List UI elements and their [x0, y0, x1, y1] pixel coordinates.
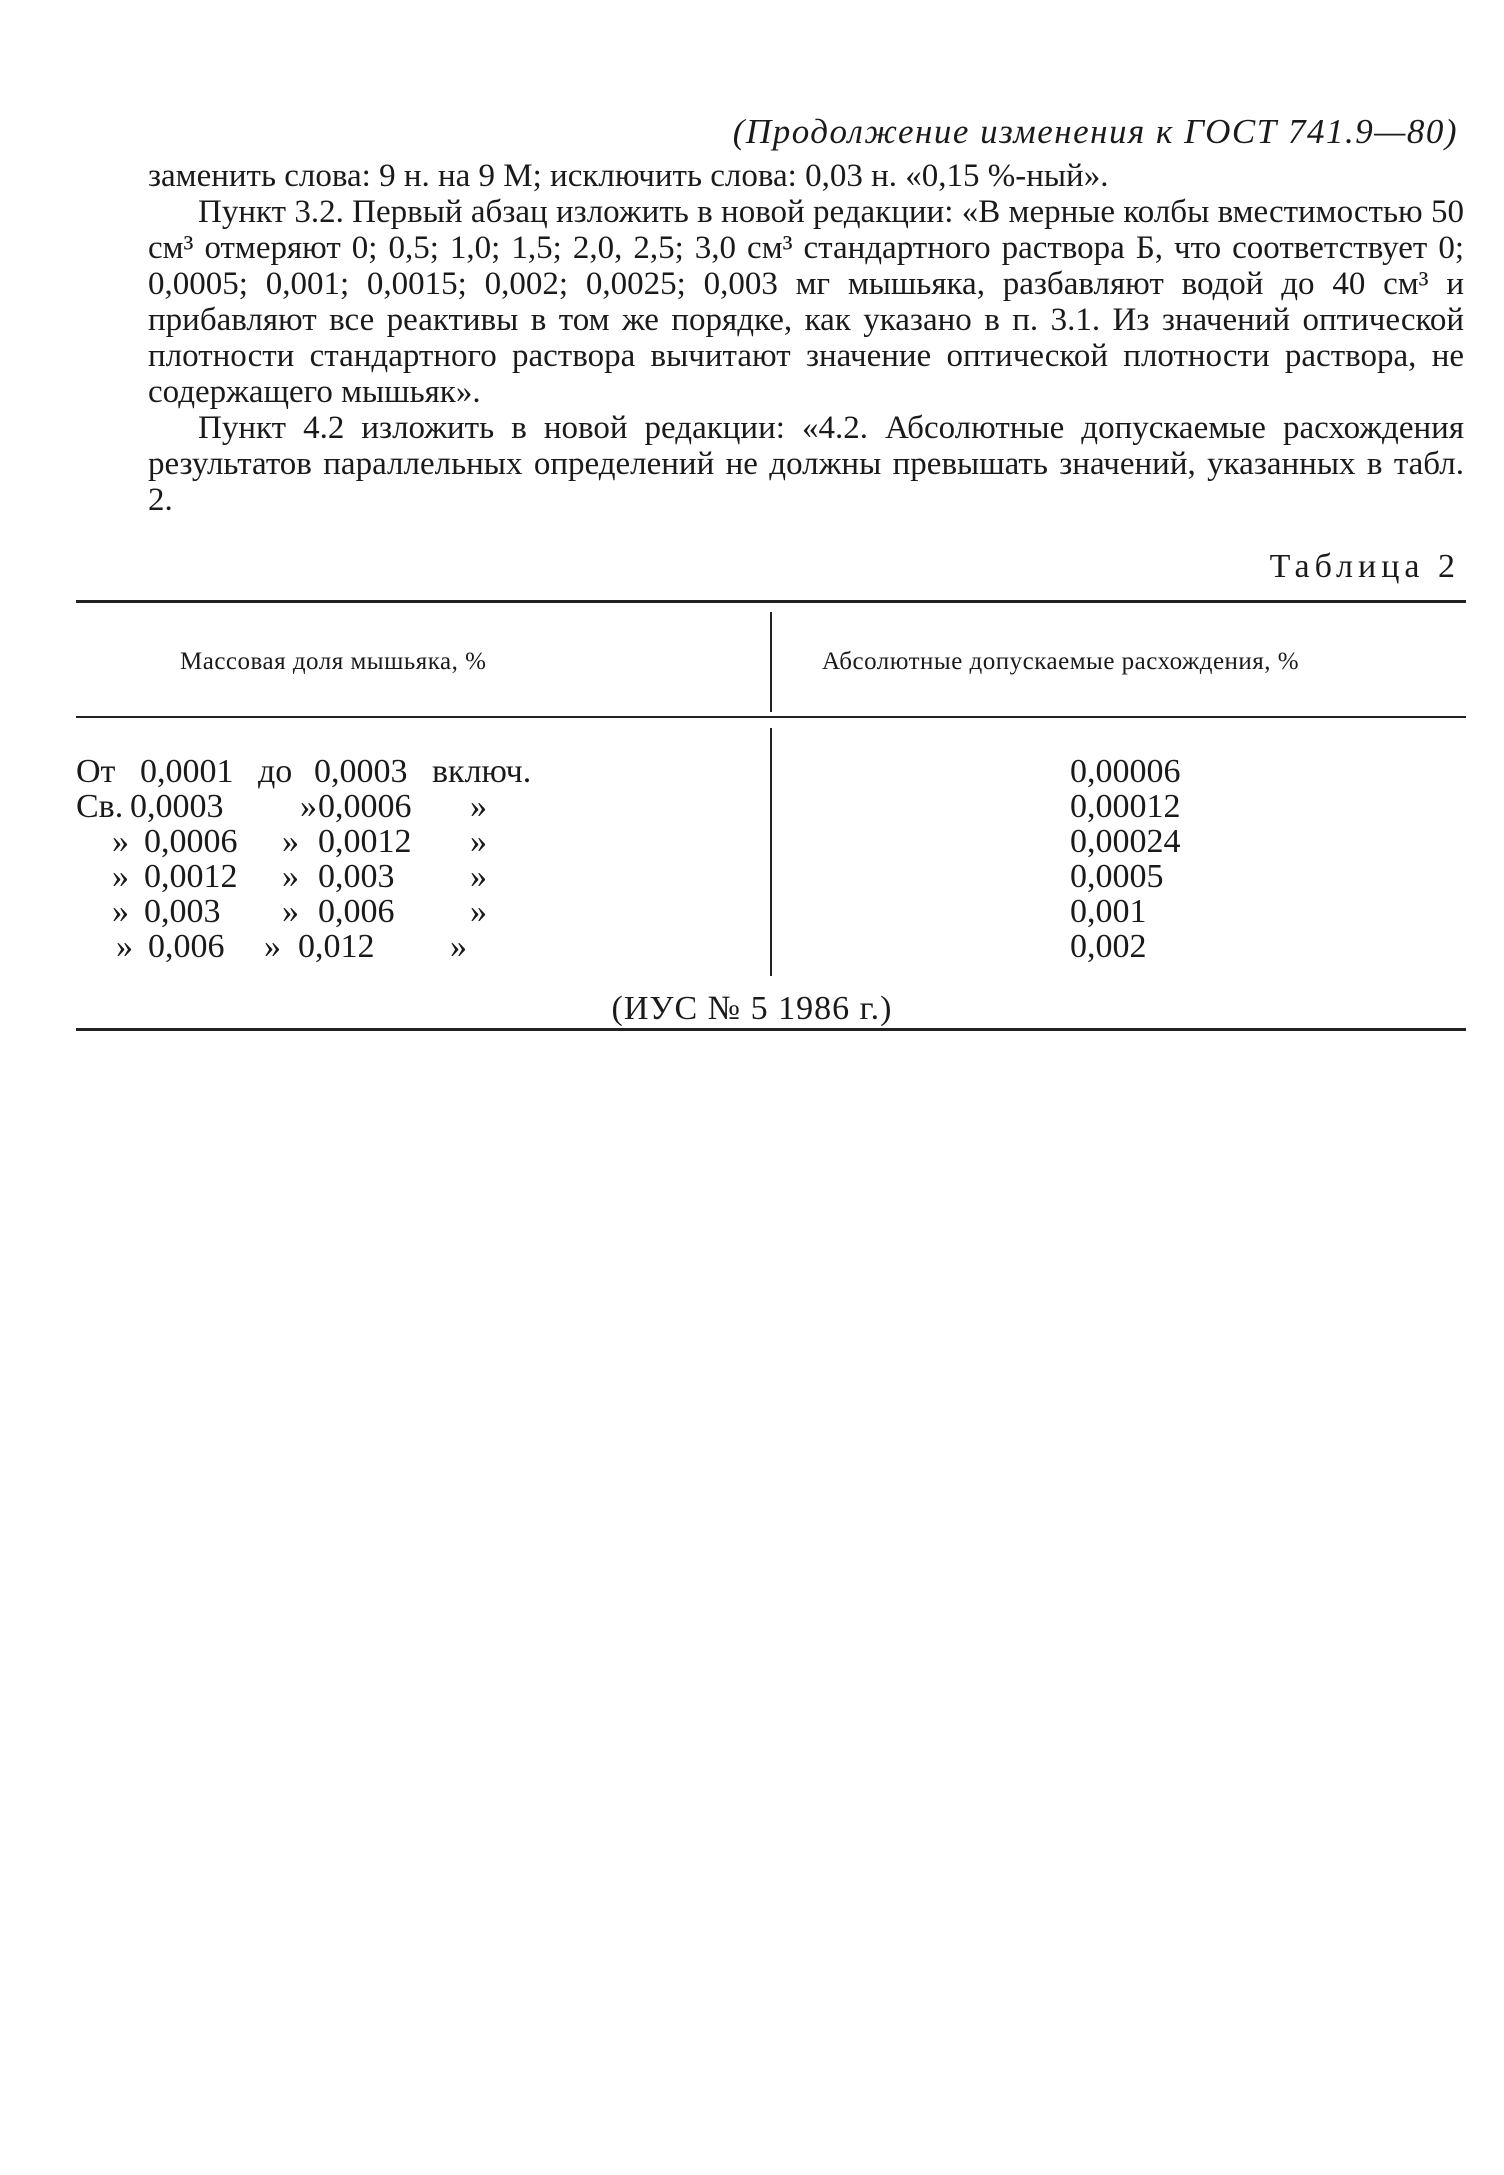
range-from: 0,006 [148, 928, 225, 965]
discrepancy-value: 0,002 [1070, 928, 1147, 965]
range-separator: » [282, 823, 299, 860]
range-from: 0,0006 [144, 823, 238, 860]
range-from: 0,003 [144, 893, 221, 930]
table-top-rule [76, 600, 1466, 603]
range-to: 0,0012 [318, 823, 412, 860]
discrepancy-value: 0,00024 [1070, 823, 1181, 860]
discrepancy-value: 0,0005 [1070, 858, 1164, 895]
paragraph-replace-words: заменить слова: 9 н. на 9 М; исключить слова: 0,03 н. «0,15 %-ный». [148, 158, 1109, 194]
table-header-rule [76, 716, 1466, 718]
table-row [0, 754, 1504, 789]
range-suffix: включ. [432, 753, 532, 790]
column-header-discrepancy: Абсолютные допускаемые расхождения, % [822, 648, 1300, 675]
range-prefix: Св. [76, 788, 124, 825]
source-reference: (ИУС № 5 1986 г.) [611, 990, 893, 1027]
range-from: 0,0012 [144, 858, 238, 895]
range-to: 0,012 [298, 928, 375, 965]
range-prefix: » [112, 893, 129, 930]
range-prefix: » [112, 858, 129, 895]
range-from: 0,0003 [130, 788, 224, 825]
range-suffix: » [470, 823, 487, 860]
paragraph-clause-3-2: Пункт 3.2. Первый абзац изложить в новой редакции: «В мерные колбы вместимостью 50 см³ отмеряют 0; 0,5; 1,0; 1,5; 2,0, 2,5; 3,0 см³ стандартного раствора Б, что соответствует 0; 0,0005; 0,001; 0,0015; 0,002; 0,0025; 0,003 мг мышьяка, разбавляют водой до 40 см³ и прибавляют все реактивы в том же порядке, как указано в п. 3.1. Из значений оптической плотности стандартного раствора вычитают значение оптической плотности раствора, не содержащего мышьяк». [148, 194, 1464, 410]
range-suffix: » [470, 788, 487, 825]
table-row [0, 824, 1504, 859]
table-bottom-rule [76, 1028, 1466, 1031]
column-header-mass-fraction: Массовая доля мышьяка, % [180, 648, 487, 675]
table-header-divider [770, 612, 772, 712]
range-separator: » [282, 858, 299, 895]
range-prefix: » [112, 823, 129, 860]
range-to: 0,003 [318, 858, 395, 895]
range-separator: » [282, 893, 299, 930]
table-row [0, 789, 1504, 824]
range-to: 0,0006 [318, 788, 412, 825]
range-from: 0,0001 [140, 753, 234, 790]
discrepancy-value: 0,00006 [1070, 753, 1181, 790]
range-prefix: От [76, 753, 116, 790]
table-body [0, 754, 1504, 964]
range-separator: » [300, 788, 317, 825]
range-separator: » [264, 928, 281, 965]
range-to: 0,006 [318, 893, 395, 930]
range-separator: до [258, 753, 293, 790]
range-suffix: » [470, 858, 487, 895]
continuation-header: (Продолжение изменения к ГОСТ 741.9—80) [732, 112, 1458, 151]
table-label: Таблица 2 [1269, 548, 1460, 585]
range-suffix: » [470, 893, 487, 930]
table-row [0, 929, 1504, 964]
body-text [148, 158, 1464, 518]
range-suffix: » [450, 928, 467, 965]
discrepancy-value: 0,00012 [1070, 788, 1181, 825]
range-prefix: » [116, 928, 133, 965]
table-row [0, 894, 1504, 929]
table-row [0, 859, 1504, 894]
paragraph-clause-4-2: Пункт 4.2 изложить в новой редакции: «4.2. Абсолютные допускаемые расхождения результатов параллельных определений не должны превышать значений, указанных в табл. 2. [148, 410, 1464, 518]
range-to: 0,0003 [314, 753, 408, 790]
discrepancy-value: 0,001 [1070, 893, 1147, 930]
